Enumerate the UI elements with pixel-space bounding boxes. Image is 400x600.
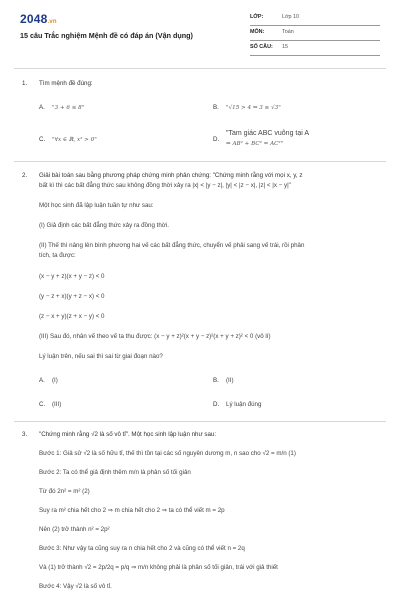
logo-suffix: .vn bbox=[47, 19, 57, 25]
body-line: (III) Sau đó, nhân vế theo vế ta thu được: (x − y + z)²(x + y − z)²(x + y + z)² < 0 (vô lí) bbox=[39, 333, 271, 340]
question-2 bbox=[22, 172, 378, 180]
divider bbox=[14, 68, 386, 69]
body-line: (x − y + z)(x + y − z) < 0 bbox=[39, 273, 105, 280]
option-text: "3 + 6 ≤ 8" bbox=[52, 105, 85, 111]
option-label: D. bbox=[213, 401, 220, 408]
page-header bbox=[0, 0, 400, 64]
option-c[interactable] bbox=[39, 401, 61, 409]
logo-text: 2048 bbox=[20, 12, 48, 26]
meta-key: MÔN: bbox=[250, 29, 265, 36]
body-line: Lý luận trên, nếu sai thì sai từ giai đoạn nào? bbox=[39, 353, 163, 360]
body-line: Bước 2: Ta có thể giả định thêm m/n là phân số tối giản bbox=[39, 469, 191, 476]
option-d-line1: "Tam giác ABC vuông tại A bbox=[226, 130, 310, 137]
body-line: Một học sinh đã lập luận tuần tự như sau: bbox=[39, 202, 154, 209]
option-label: B. bbox=[213, 377, 219, 384]
question-text: "Chứng minh rằng √2 là số vô tỉ". Một học sinh lập luận như sau: bbox=[39, 431, 217, 438]
question-number: 2. bbox=[22, 172, 28, 179]
body-line: (y − z + x)(y + z − x) < 0 bbox=[39, 293, 105, 300]
question-text-line: bất kì thì các bất đẳng thức sau không đồng thời xảy ra |x| < |y − z|, |y| < |z − x|, |z| < |x − y|" bbox=[39, 182, 291, 189]
question-1 bbox=[22, 80, 378, 88]
body-line: Bước 4: Vậy √2 là số vô tỉ. bbox=[39, 583, 112, 590]
body-line: Bước 3: Như vậy ta cũng suy ra n chia hết cho 2 và cũng có thể viết n = 2q bbox=[39, 545, 245, 552]
option-text: (II) bbox=[226, 377, 234, 384]
option-label: C. bbox=[39, 401, 46, 408]
option-c[interactable] bbox=[39, 136, 97, 145]
option-label: B. bbox=[213, 104, 219, 111]
document-title: 15 câu Trắc nghiệm Mệnh đề có đáp án (Vận dụng) bbox=[20, 31, 193, 40]
body-line: tích, ta được: bbox=[39, 252, 76, 259]
body-line: Suy ra m² chia hết cho 2 ⇒ m chia hết cho 2 ⇒ ta có thể viết m = 2p bbox=[39, 507, 225, 514]
body-line: (z − x + y)(z + x − y) < 0 bbox=[39, 313, 105, 320]
question-text-line: Giải bài toán sau bằng phương pháp chứng minh phản chứng: "Chứng minh rằng với mọi x, y, z bbox=[39, 172, 303, 179]
site-logo[interactable] bbox=[20, 11, 57, 27]
option-d-line2: ⇔ AB² + BC² = AC²" bbox=[226, 141, 284, 147]
question-text: Tìm mệnh đề đúng: bbox=[39, 80, 93, 87]
meta-table bbox=[250, 11, 380, 56]
body-line: (I) Giả định các bất đẳng thức xảy ra đồng thời. bbox=[39, 222, 169, 229]
meta-row-subject bbox=[250, 26, 380, 41]
option-a[interactable] bbox=[39, 377, 58, 385]
option-label: A. bbox=[39, 377, 45, 384]
option-label: C. bbox=[39, 136, 46, 143]
body-line: (II) Thế thì nâng lên bình phương hai vế các bất đẳng thức, chuyển vế phải sang vế trái, rồi phân bbox=[39, 242, 305, 249]
meta-value: Toán bbox=[282, 29, 294, 36]
option-text: (I) bbox=[52, 377, 58, 384]
body-line: Nên (2) trở thành n² = 2p² bbox=[39, 526, 110, 533]
option-label: A. bbox=[39, 104, 45, 111]
body-line: Và (1) trở thành √2 = 2p/2q = p/q ⇒ m/n không phải là phân số tối giản, trái với giả thiết bbox=[39, 564, 278, 571]
meta-key: SỐ CÂU: bbox=[250, 44, 273, 51]
option-text: "∀x ∈ ℝ, x² > 0" bbox=[52, 137, 97, 143]
body-line: Từ đó 2n² = m² (2) bbox=[39, 488, 90, 495]
question-number: 1. bbox=[22, 80, 28, 87]
question-number: 3. bbox=[22, 431, 28, 438]
option-label: D. bbox=[213, 136, 220, 143]
option-b[interactable] bbox=[213, 104, 281, 113]
divider bbox=[14, 421, 386, 422]
option-a[interactable] bbox=[39, 104, 84, 113]
divider bbox=[14, 161, 386, 162]
meta-value: 15 bbox=[282, 44, 288, 51]
option-text: "√15 > 4 ⇒ 3 ≥ √3" bbox=[226, 105, 281, 111]
option-text: (III) bbox=[52, 401, 62, 408]
meta-value: Lớp 10 bbox=[282, 14, 300, 21]
meta-key: LỚP: bbox=[250, 14, 264, 21]
option-text: Lý luận đúng bbox=[226, 401, 262, 408]
option-b[interactable] bbox=[213, 377, 234, 385]
question-3 bbox=[22, 431, 378, 439]
option-d[interactable] bbox=[213, 136, 226, 144]
body-line: Bước 1: Giả sử √2 là số hữu tỉ, thế thì tồn tại các số nguyên dương m, n sao cho √2 = m/n (1) bbox=[39, 450, 296, 457]
option-d[interactable] bbox=[213, 401, 261, 409]
meta-row-count bbox=[250, 41, 380, 56]
meta-row-class bbox=[250, 11, 380, 26]
